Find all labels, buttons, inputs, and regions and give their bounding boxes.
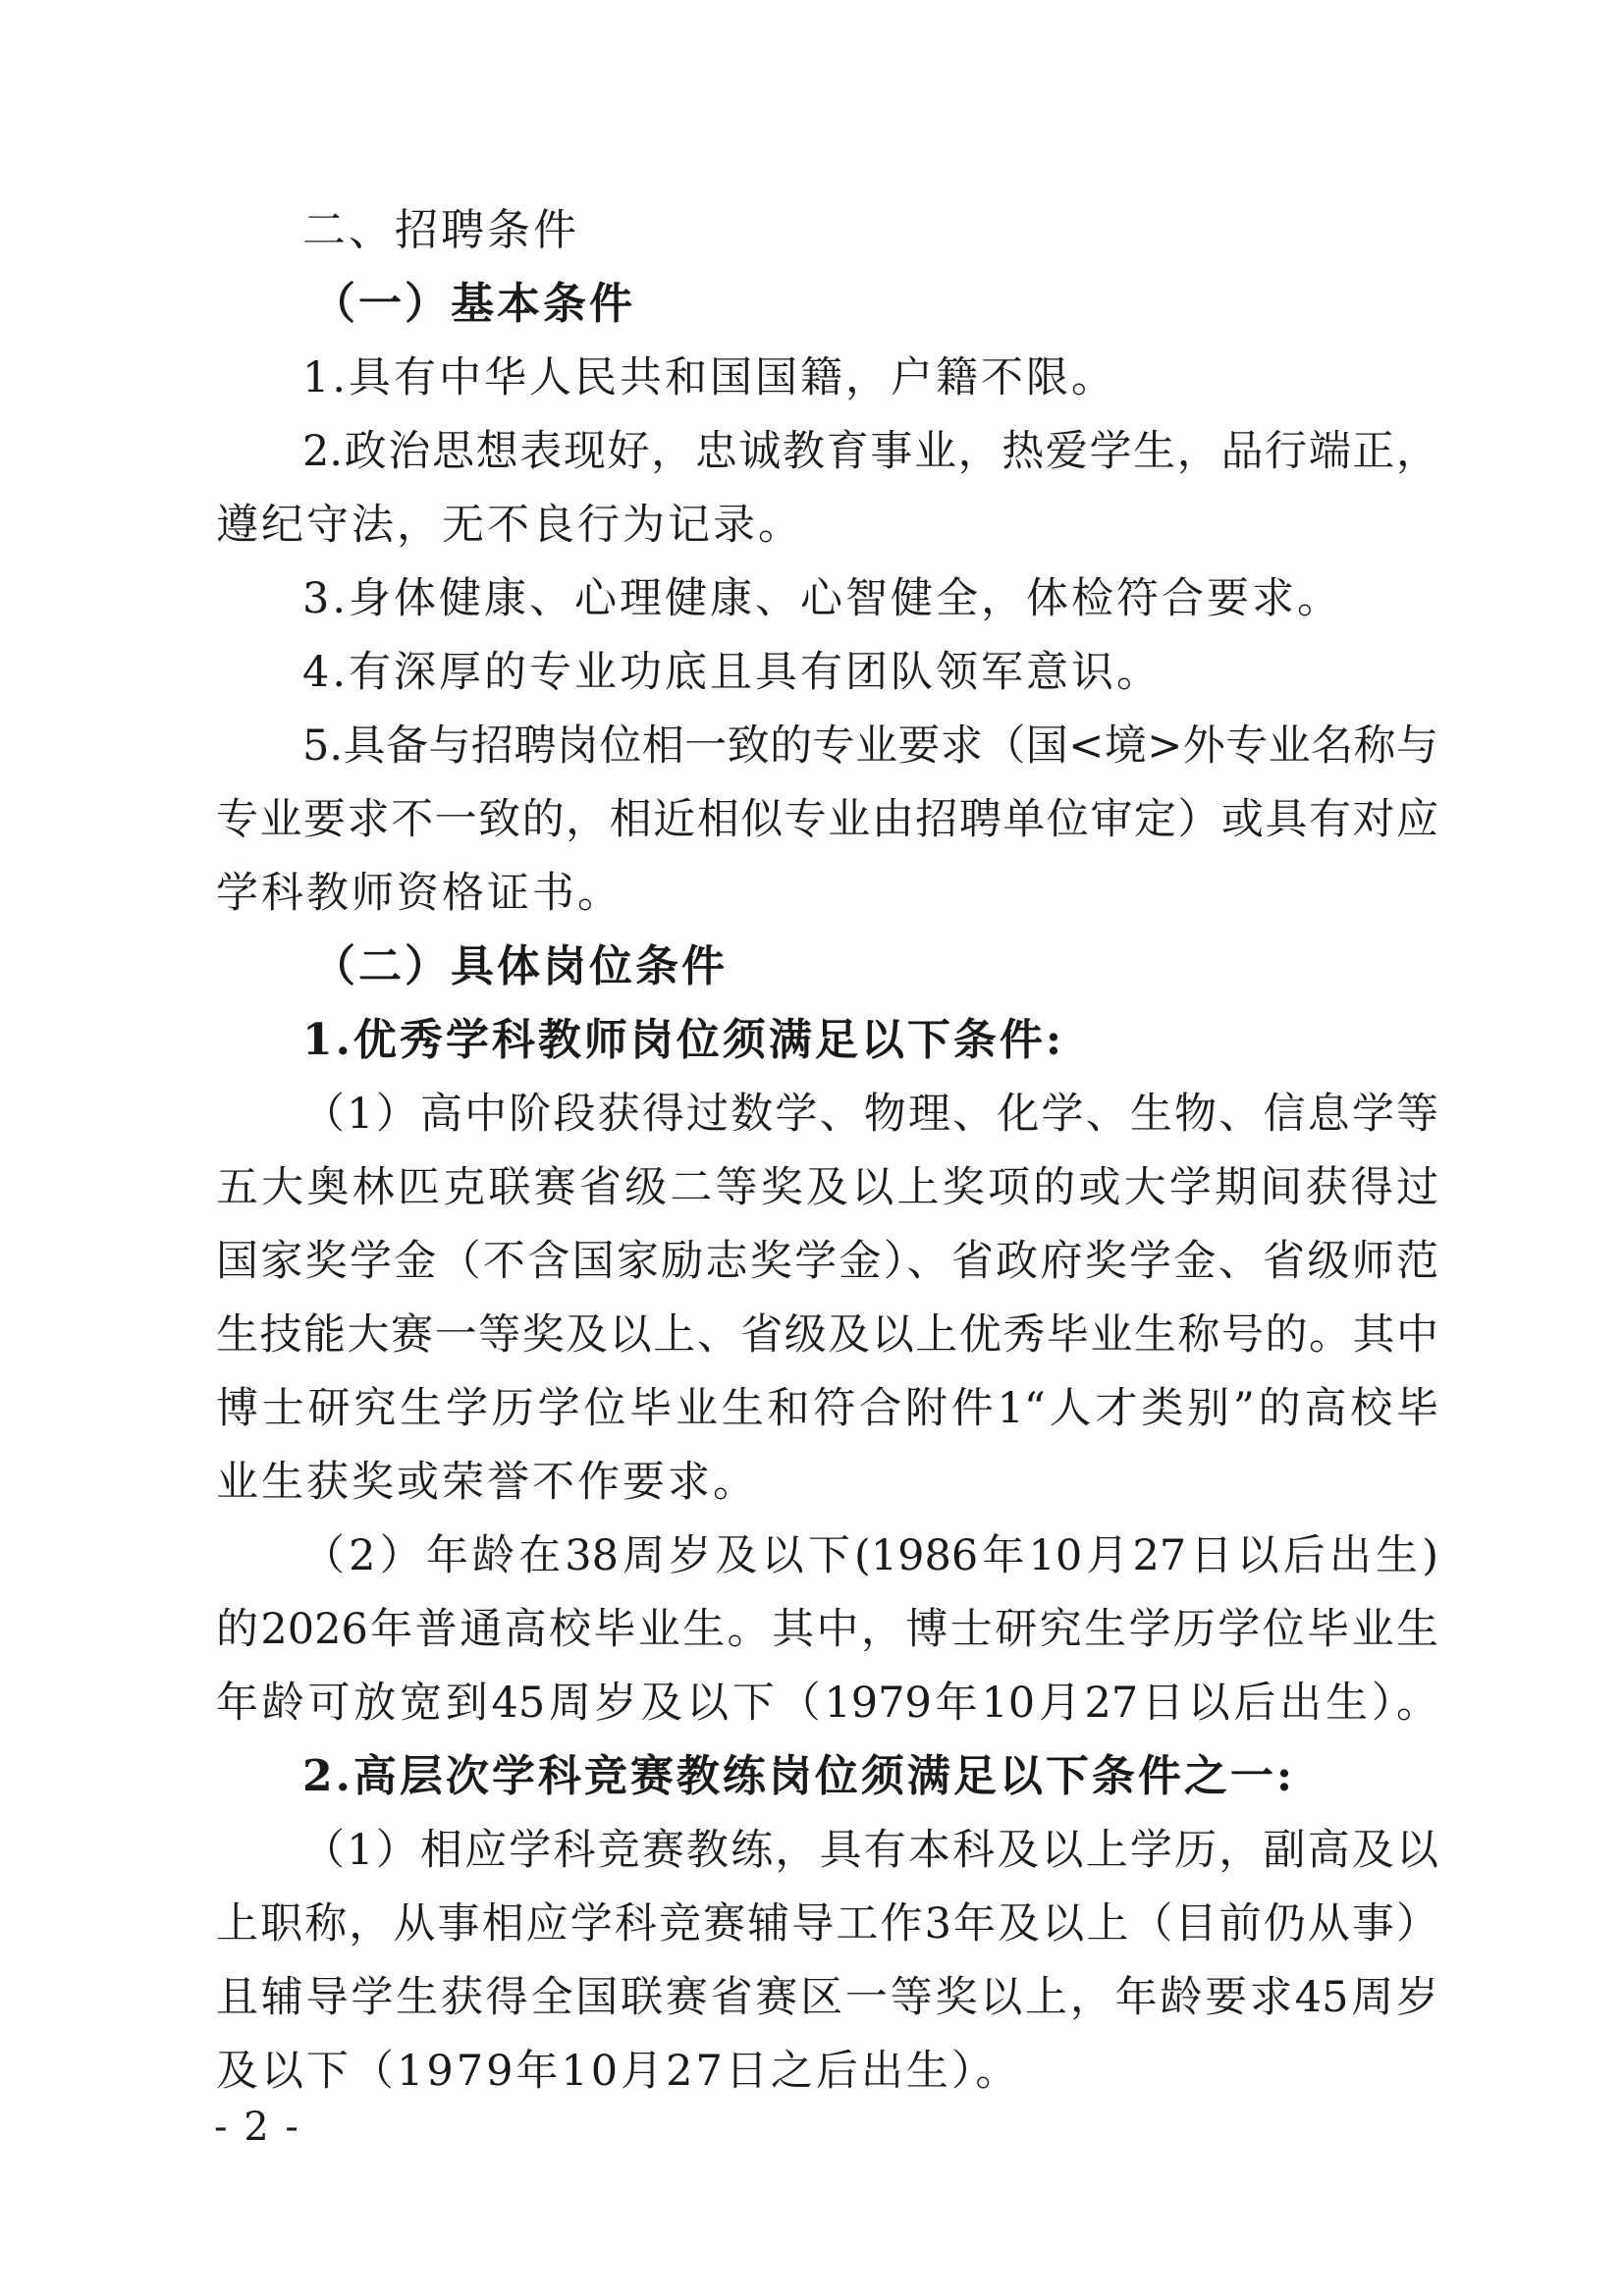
competition-coach-condition-1-line-3: 且辅导学生获得全国联赛省赛区一等奖以上，年龄要求45周岁 [216,1973,1438,2022]
excellent-teacher-condition-1-line-5: 博士研究生学历学位毕业生和符合附件1“人才类别”的高校毕 [216,1384,1438,1433]
competition-coach-condition-1-line-2: 上职称，从事相应学科竞赛辅导工作3年及以上（目前仍从事） [216,1899,1438,1949]
excellent-teacher-condition-1-line-2: 五大奥林匹克联赛省级二等奖及以上奖项的或大学期间获得过 [216,1163,1438,1212]
competition-coach-heading: 2.高层次学科竞赛教练岗位须满足以下条件之一: [302,1751,1296,1801]
page-number: - 2 - [214,2105,300,2150]
section-heading: 二、招聘条件 [302,205,579,255]
competition-coach-condition-1: （1）相应学科竞赛教练，具有本科及以上学历，副高及以 [302,1826,1438,1875]
excellent-teacher-condition-2-line-3: 年龄可放宽到45周岁及以下（1979年10月27日以后出生）。 [216,1679,1438,1728]
basic-conditions-heading: （一）基本条件 [312,279,635,329]
basic-condition-2-continued: 遵纪守法，无不良行为记录。 [216,501,803,550]
excellent-teacher-condition-1-line-3: 国家奖学金（不含国家励志奖学金）、省政府奖学金、省级师范 [216,1237,1438,1286]
excellent-teacher-heading: 1.优秀学科教师岗位须满足以下条件: [302,1015,1065,1065]
basic-condition-1: 1.具有中华人民共和国国籍，户籍不限。 [302,353,1117,402]
excellent-teacher-condition-1-line-4: 生技能大赛一等奖及以上、省级及以上优秀毕业生称号的。其中 [216,1310,1438,1360]
basic-condition-5-end: 学科教师资格证书。 [216,869,623,918]
excellent-teacher-condition-2: （2）年龄在38周岁及以下(1986年10月27日以后出生) [302,1531,1438,1580]
specific-conditions-heading: （二）具体岗位条件 [312,941,728,991]
competition-coach-condition-1-line-4: 及以下（1979年10月27日之后出生）。 [216,2047,1021,2096]
basic-condition-3: 3.身体健康、心理健康、心智健全，体检符合要求。 [302,574,1343,623]
excellent-teacher-condition-1: （1）高中阶段获得过数学、物理、化学、生物、信息学等 [302,1090,1438,1139]
basic-condition-2: 2.政治思想表现好，忠诚教育事业，热爱学生，品行端正， [302,427,1438,476]
basic-condition-4: 4.有深厚的专业功底且具有团队领军意识。 [302,648,1163,697]
basic-condition-5-continued: 专业要求不一致的，相近相似专业由招聘单位审定）或具有对应 [216,795,1438,844]
excellent-teacher-condition-1-line-6: 业生获奖或荣誉不作要求。 [216,1458,758,1507]
excellent-teacher-condition-2-line-2: 的2026年普通高校毕业生。其中，博士研究生学历学位毕业生 [216,1605,1438,1654]
basic-condition-5: 5.具备与招聘岗位相一致的专业要求（国<境>外专业名称与 [302,721,1438,771]
